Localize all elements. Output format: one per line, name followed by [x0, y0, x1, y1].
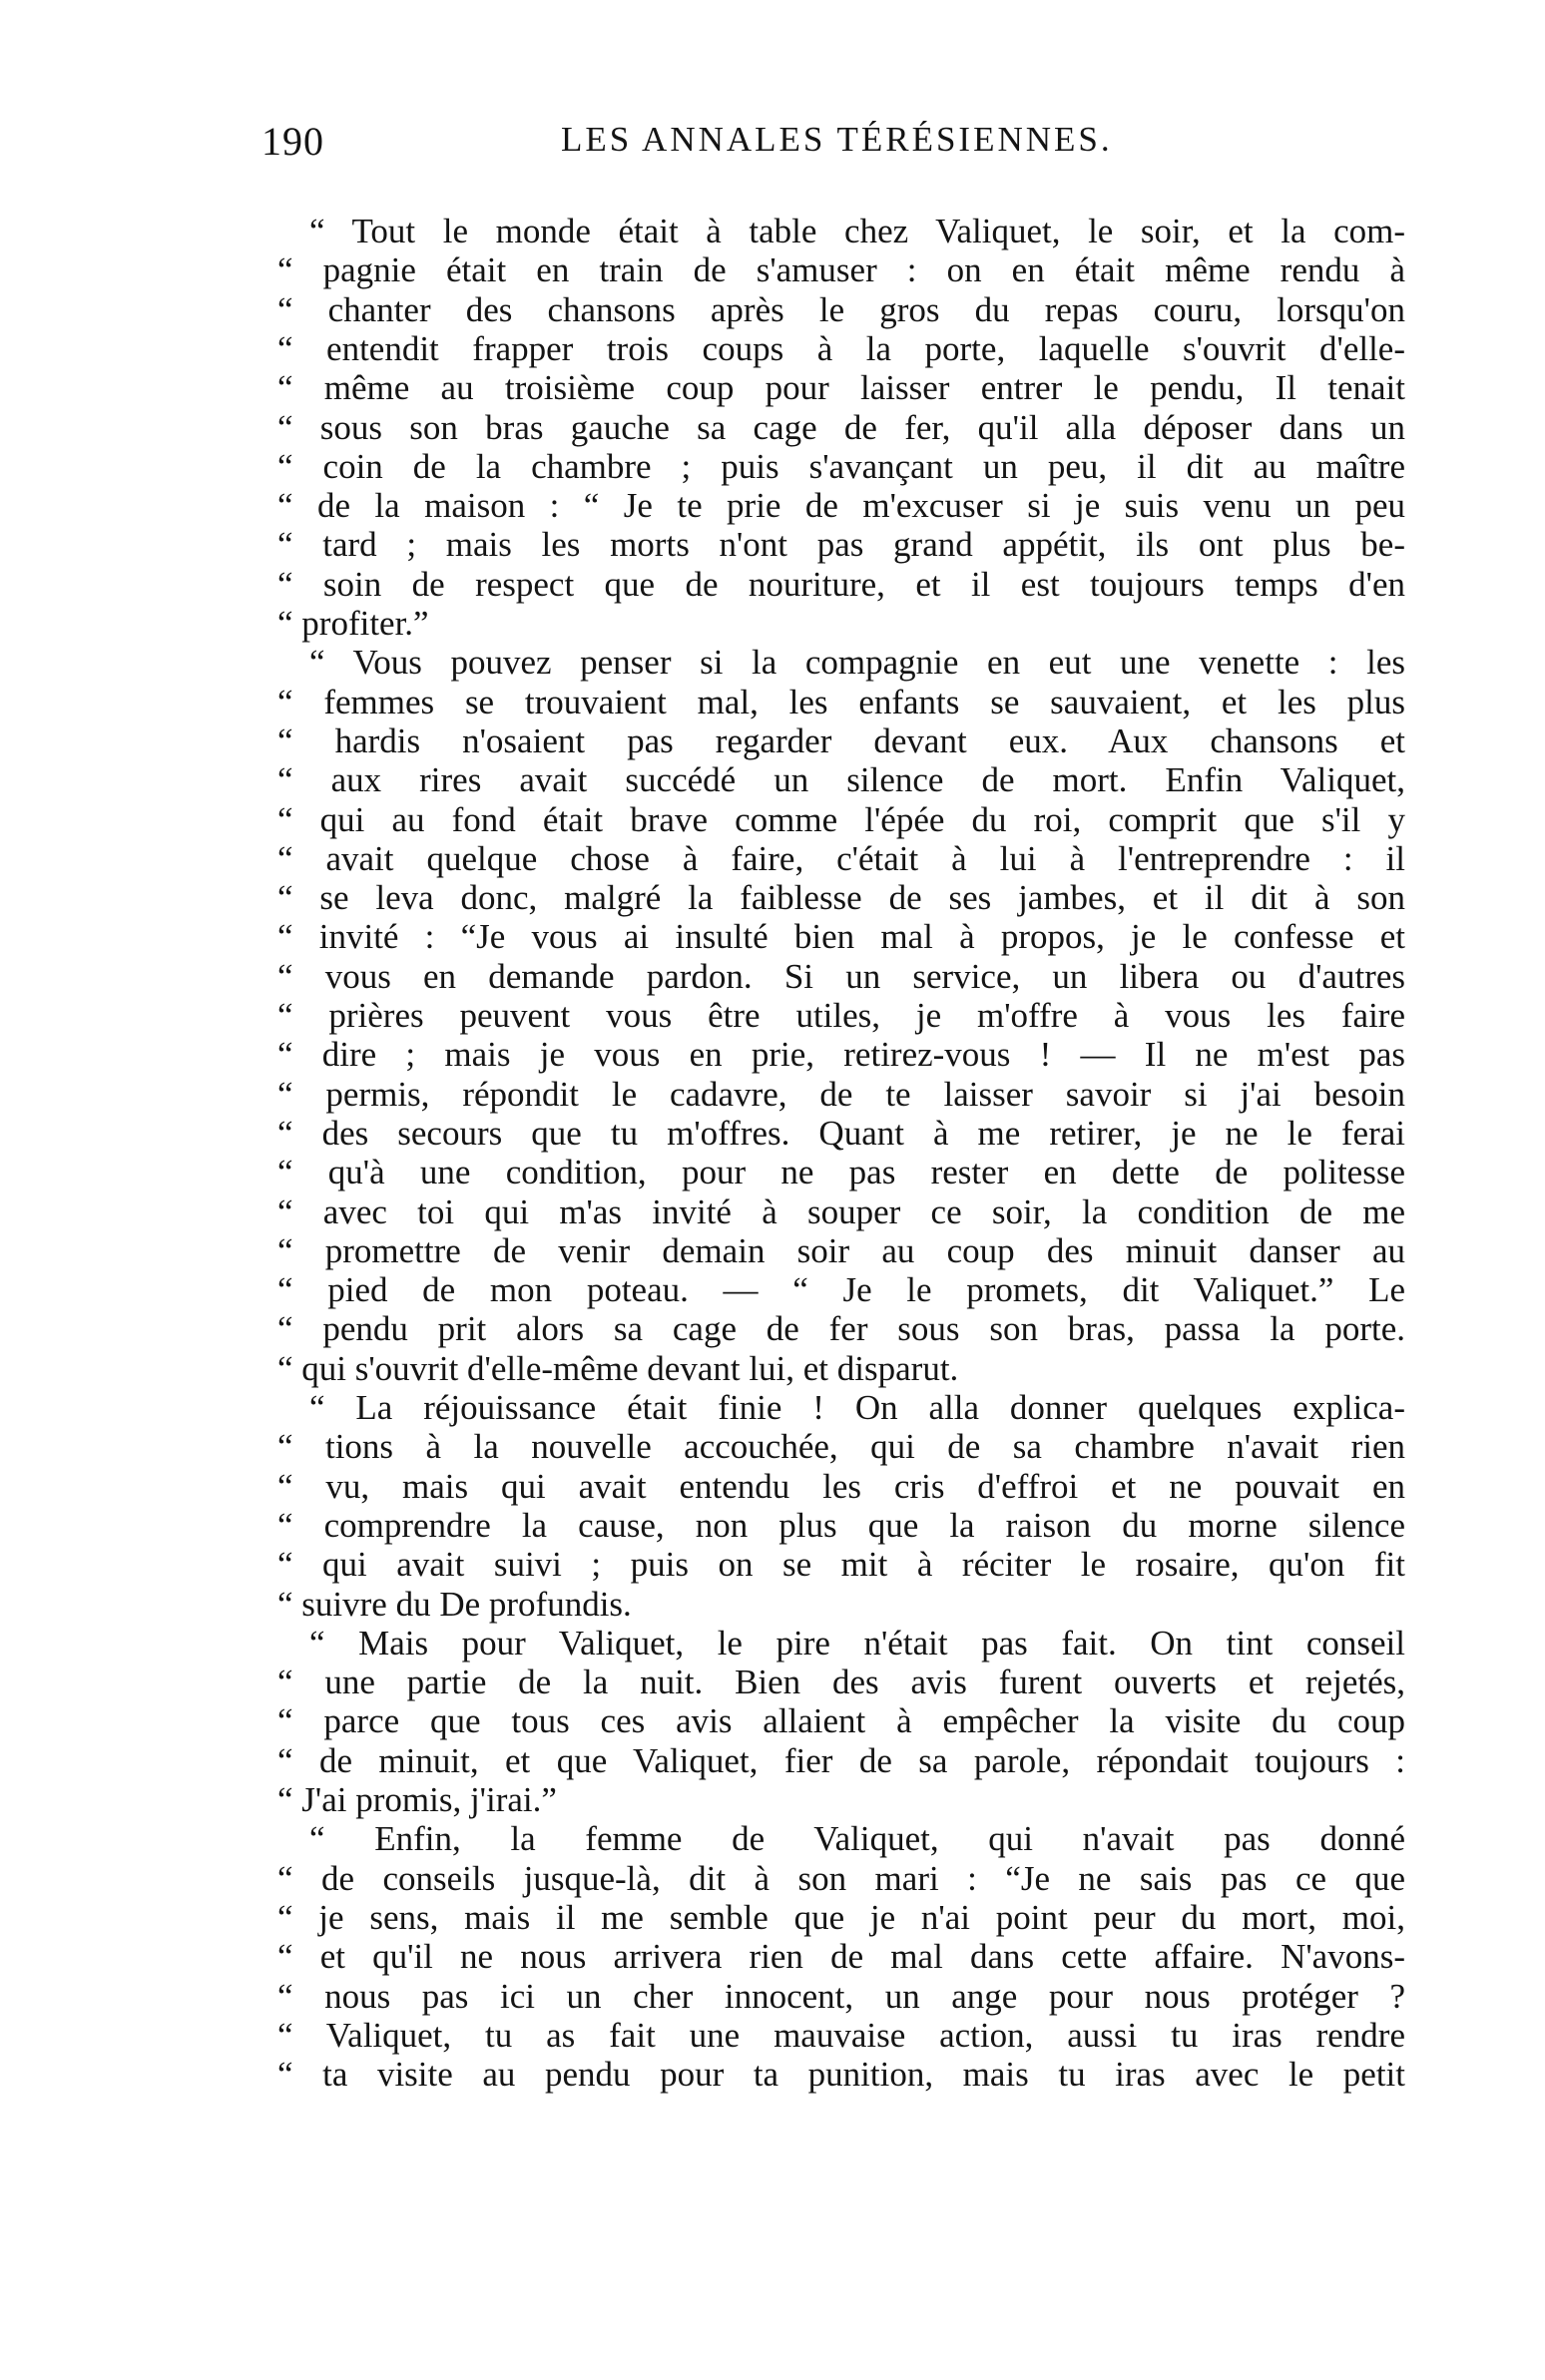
page-header [261, 118, 1389, 178]
text-line: “ profiter.” [277, 604, 429, 643]
text-line: “ Tout le monde était à table chez Valiquet, le soir, et la com- [309, 212, 1405, 250]
text-line: “ pied de mon poteau. — “ Je le promets, dit Valiquet.” Le [277, 1270, 1405, 1310]
text-line: “ qui au fond était brave comme l'épée du roi, comprit que s'il y [277, 799, 1405, 839]
text-line: “ hardis n'osaient pas regarder devant eux. Aux chansons et [277, 720, 1405, 760]
text-line: “ Enfin, la femme de Valiquet, qui n'avait pas donné [309, 1819, 1405, 1859]
text-line: “ une partie de la nuit. Bien des avis furent ouverts et rejetés, [277, 1663, 1405, 1702]
text-line: “ se leva donc, malgré la faiblesse de ses jambes, et il dit à son [277, 878, 1405, 918]
text-line: “ nous pas ici un cher innocent, un ange pour nous protéger ? [277, 1976, 1405, 2016]
text-line: “ prières peuvent vous être utiles, je m'offre à vous les faire [277, 996, 1405, 1035]
text-line: “ tions à la nouvelle accouchée, qui de sa chambre n'avait rien [277, 1427, 1405, 1467]
text-line: “ comprendre la cause, non plus que la raison du morne silence [277, 1505, 1405, 1545]
text-line: “ qui s'ouvrit d'elle-même devant lui, et disparut. [277, 1348, 959, 1388]
text-line: “ avait quelque chose à faire, c'était à lui à l'entreprendre : il [277, 838, 1405, 878]
text-line: “ de minuit, et que Valiquet, fier de sa parole, répondait toujours : [277, 1740, 1405, 1780]
running-title: LES ANNALES TÉRÉSIENNES. [561, 120, 1113, 159]
text-line: “ suivre du De profundis. [277, 1584, 632, 1624]
text-line: “ de la maison : “ Je te prie de m'excuser si je suis venu un peu [277, 486, 1405, 526]
text-line: “ pendu prit alors sa cage de fer sous son bras, passa la porte. [277, 1309, 1405, 1349]
text-line: “ avec toi qui m'as invité à souper ce soir, la condition de me [277, 1191, 1405, 1231]
text-line: “ tard ; mais les morts n'ont pas grand appétit, ils ont plus be- [277, 525, 1405, 565]
text-line: “ soin de respect que de nouriture, et il est toujours temps d'en [277, 564, 1405, 604]
text-line: “ sous son bras gauche sa cage de fer, qu'il alla déposer dans un [277, 407, 1405, 447]
text-line: “ je sens, mais il me semble que je n'ai point peur du mort, moi, [277, 1897, 1405, 1937]
text-line: “ et qu'il ne nous arrivera rien de mal dans cette affaire. N'avons- [277, 1937, 1405, 1977]
text-line: “ aux rires avait succédé un silence de mort. Enfin Valiquet, [277, 760, 1405, 800]
text-line: “ J'ai promis, j'irai.” [277, 1780, 557, 1819]
text-line: “ Mais pour Valiquet, le pire n'était pas fait. On tint conseil [309, 1623, 1405, 1663]
text-line: “ qu'à une condition, pour ne pas rester en dette de politesse [277, 1153, 1405, 1192]
text-line: “ invité : “Je vous ai insulté bien mal à propos, je le confesse et [277, 917, 1405, 957]
text-line: “ parce que tous ces avis allaient à empêcher la visite du coup [277, 1701, 1405, 1741]
text-line: “ même au troisième coup pour laisser entrer le pendu, Il tenait [277, 368, 1405, 408]
text-line: “ de conseils jusque-là, dit à son mari : “Je ne sais pas ce que [277, 1858, 1405, 1898]
text-line: “ permis, répondit le cadavre, de te laisser savoir si j'ai besoin [277, 1074, 1405, 1114]
text-line: “ entendit frapper trois coups à la porte, laquelle s'ouvrit d'elle- [277, 328, 1405, 368]
text-line: “ ta visite au pendu pour ta punition, mais tu iras avec le petit [277, 2055, 1405, 2095]
text-line: “ Valiquet, tu as fait une mauvaise action, aussi tu iras rendre [277, 2015, 1405, 2055]
page-number: 190 [261, 119, 324, 164]
text-line: “ des secours que tu m'offres. Quant à me retirer, je ne le ferai [277, 1113, 1405, 1153]
text-line: “ femmes se trouvaient mal, les enfants se sauvaient, et les plus [277, 682, 1405, 721]
text-line: “ coin de la chambre ; puis s'avançant un peu, il dit au maître [277, 446, 1405, 486]
text-line: “ vu, mais qui avait entendu les cris d'effroi et ne pouvait en [277, 1466, 1405, 1506]
text-line: “ dire ; mais je vous en prie, retirez-vous ! — Il ne m'est pas [277, 1035, 1405, 1075]
text-line: “ Vous pouvez penser si la compagnie en eut une venette : les [309, 643, 1405, 683]
text-line: “ vous en demande pardon. Si un service, un libera ou d'autres [277, 956, 1405, 996]
text-line: “ promettre de venir demain soir au coup des minuit danser au [277, 1230, 1405, 1270]
text-line: “ La réjouissance était finie ! On alla donner quelques explica- [309, 1388, 1405, 1427]
text-line: “ qui avait suivi ; puis on se mit à réciter le rosaire, qu'on fit [277, 1545, 1405, 1585]
text-line: “ pagnie était en train de s'amuser : on en était même rendu à [277, 250, 1405, 290]
text-line: “ chanter des chansons après le gros du repas couru, lorsqu'on [277, 289, 1405, 329]
